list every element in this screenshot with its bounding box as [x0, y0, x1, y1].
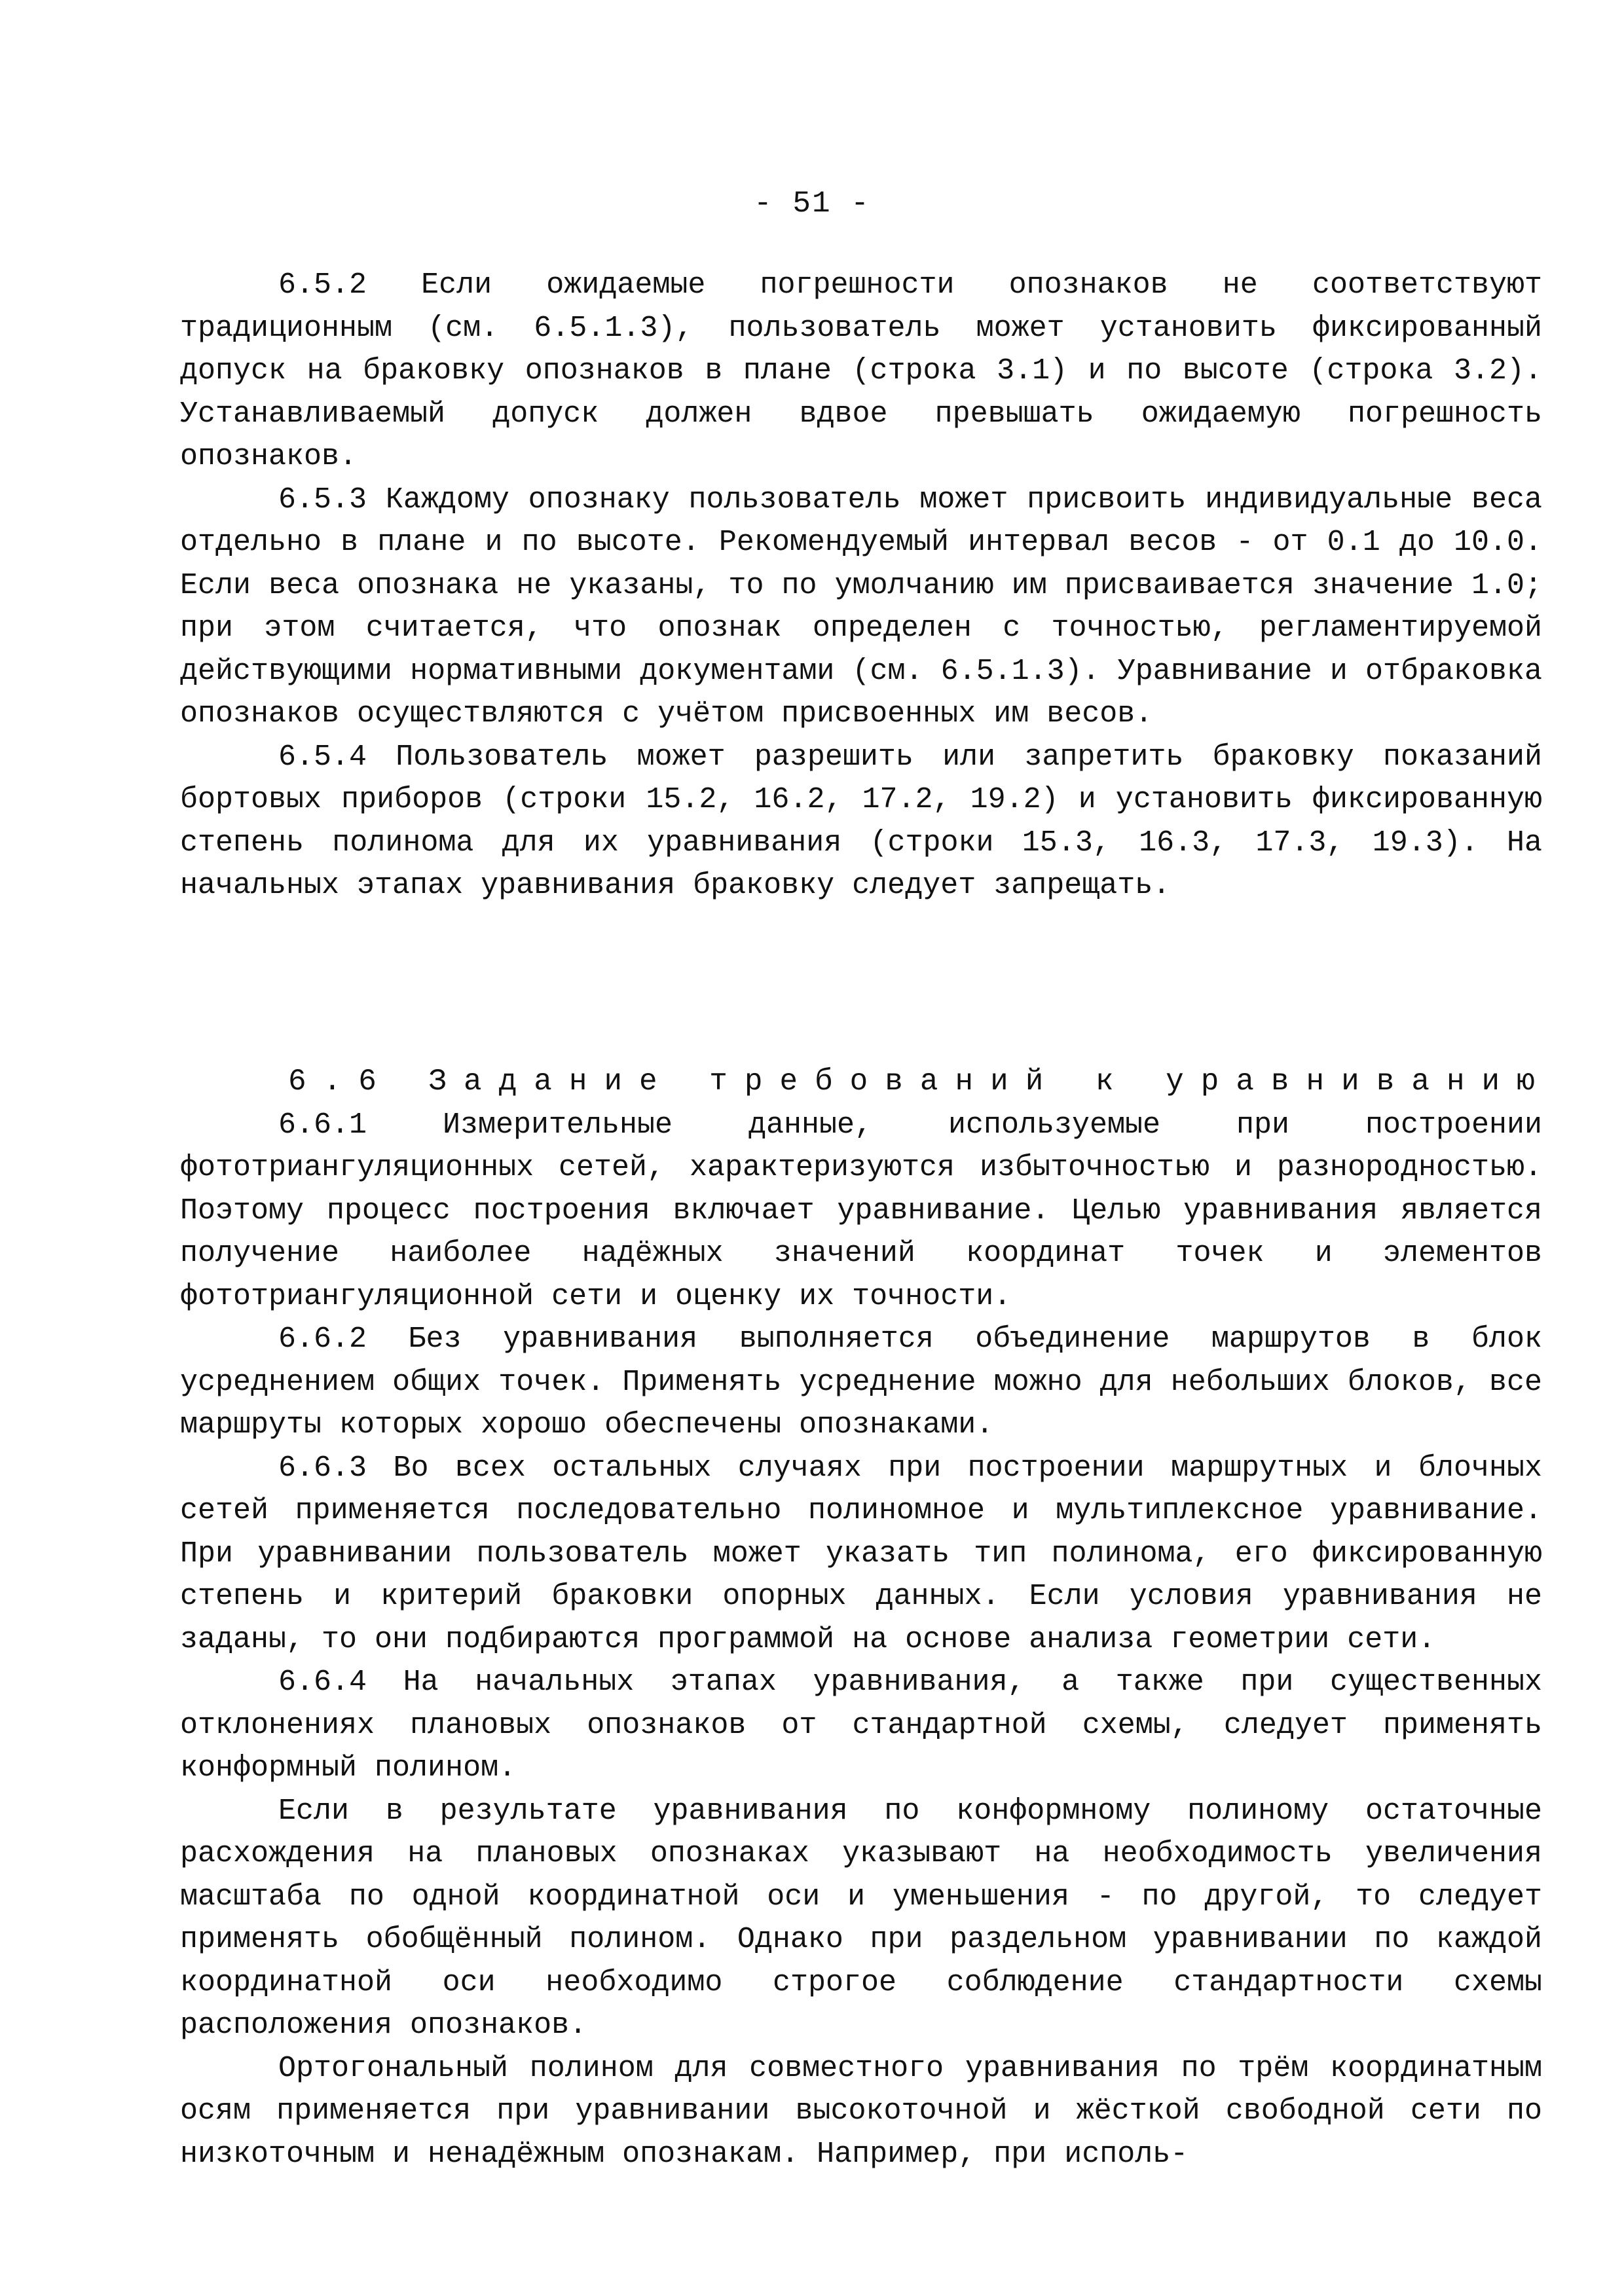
paragraph-6-5-2: 6.5.2 Если ожидаемые погрешности опознаков не соответствуют традиционным (см. 6.5.1.3), пользователь может установить фиксированный допуск на браковку опознаков в плане (строка 3.1) и по высоте (строка 3.2). Устанавливаемый допуск должен вдвое превышать ожидаемую погрешность опознаков.: [180, 268, 1542, 473]
section-heading-6-6: 6.6 Задание требований к уравниванию: [288, 1065, 1552, 1099]
section-6-5-continued: [180, 264, 1542, 907]
paragraph-conformal-polynomial: Если в результате уравнивания по конформному полиному остаточные расхождения на плановых опознаках указывают на необходимость увеличения масштаба по одной координатной оси и уменьшения - по другой, то следует применять обобщённый полином. Однако при раздельном уравнивании по каждой координатной оси необходимо строгое соблюдение стандартности схемы расположения опознаков.: [180, 1794, 1542, 2042]
paragraph-6-6-1: 6.6.1 Измерительные данные, используемые при построении фототриангуляционных сетей, характеризуются избыточностью и разнородностью. Поэтому процесс построения включает уравнивание. Целью уравнивания является получение наиболее надёжных значений координат точек и элементов фототриангуляционной сети и оценку их точности.: [180, 1108, 1542, 1313]
paragraph-6-5-4: 6.5.4 Пользователь может разрешить или запретить браковку показаний бортовых приборов (строки 15.2, 16.2, 17.2, 19.2) и установить фиксированную степень полинома для их уравнивания (строки 15.3, 16.3, 17.3, 19.3). На начальных этапах уравнивания браковку следует запрещать.: [180, 740, 1542, 902]
paragraph-6-6-2: 6.6.2 Без уравнивания выполняется объединение маршрутов в блок усреднением общих точек. Применять усреднение можно для небольших блоков, все маршруты которых хорошо обеспечены опознаками.: [180, 1322, 1542, 1442]
section-6-6: [180, 1061, 1552, 2176]
paragraph-orthogonal-polynomial: Ортогональный полином для совместного уравнивания по трём координатным осям применяется при уравнивании высокоточной и жёсткой свободной сети по низкоточным и ненадёжным опознакам. Например, при исполь-: [180, 2051, 1542, 2171]
page-number: - 51 -: [754, 187, 870, 221]
paragraph-6-6-4: 6.6.4 На начальных этапах уравнивания, а также при существенных отклонениях плановых опознаков от стандартной схемы, следует применять конформный полином.: [180, 1666, 1542, 1785]
paragraph-6-6-3: 6.6.3 Во всех остальных случаях при построении маршрутных и блочных сетей применяется последовательно полиномное и мультиплексное уравнивание. При уравнивании пользователь может указать тип полинома, его фиксированную степень и критерий браковки опорных данных. Если условия уравнивания не заданы, то они подбираются программой на основе анализа геометрии сети.: [180, 1451, 1542, 1656]
paragraph-6-5-3: 6.5.3 Каждому опознаку пользователь может присвоить индивидуальные веса отдельно в плане и по высоте. Рекомендуемый интервал весов - от 0.1 до 10.0. Если веса опознака не указаны, то по умолчанию им присваивается значение 1.0; при этом считается, что опознак определен с точностью, регламентируемой действующими нормативными документами (см. 6.5.1.3). Уравнивание и отбраковка опознаков осуществляются с учётом присвоенных им весов.: [180, 483, 1542, 731]
